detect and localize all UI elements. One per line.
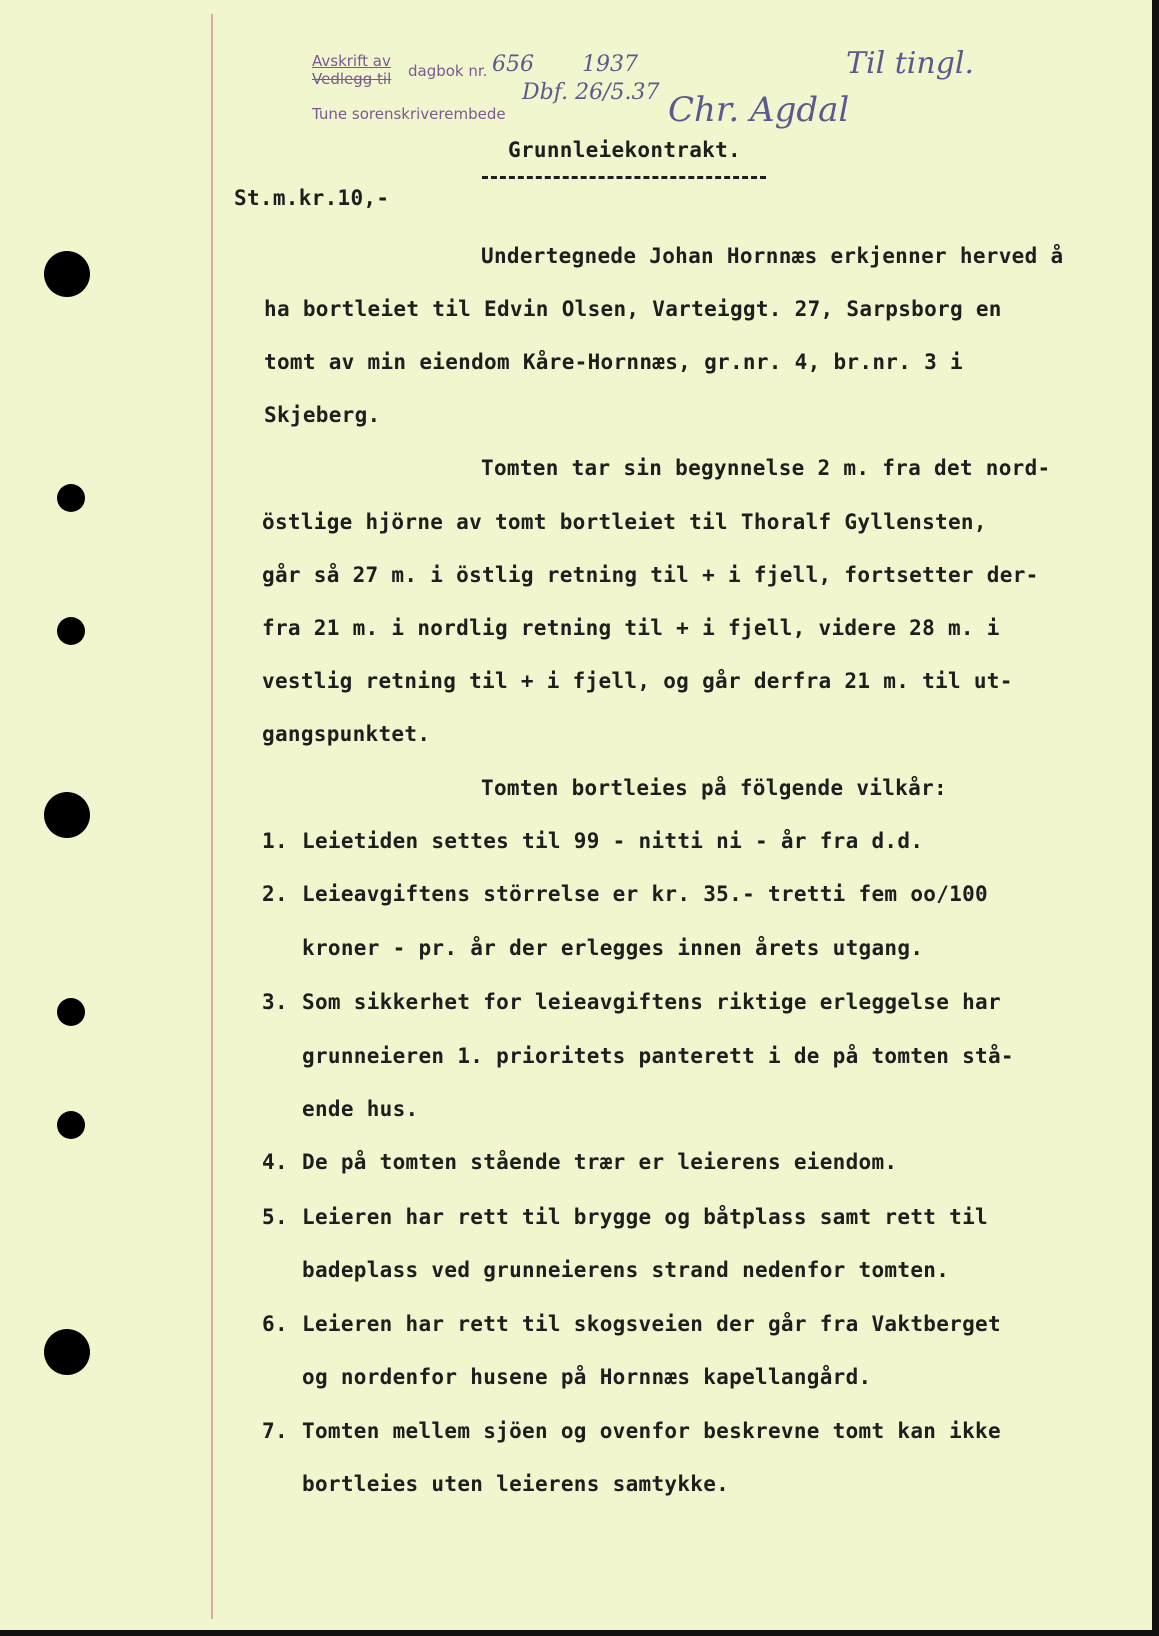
- stamp-dagbok-label: dagbok nr.: [408, 62, 488, 80]
- condition-number: 1.: [262, 829, 288, 853]
- text-line: Tomten bortleies på fölgende vilkår:: [481, 776, 947, 800]
- condition-line: grunneieren 1. prioritets panterett i de på tomten stå-: [302, 1044, 1014, 1068]
- text-line: Tomten tar sin begynnelse 2 m. fra det nord-: [481, 456, 1051, 480]
- condition-line: Leieavgiftens störrelse er kr. 35.- tretti fem oo/100: [302, 882, 988, 906]
- margin-line: [211, 14, 213, 1619]
- condition-line: ende hus.: [302, 1097, 419, 1121]
- text-line: Skjeberg.: [264, 403, 381, 427]
- condition-line: kroner - pr. år der erlegges innen årets utgang.: [302, 936, 924, 960]
- dagbok-number: 656: [492, 52, 534, 77]
- text-line: fra 21 m. i nordlig retning til + i fjell, videre 28 m. i: [262, 616, 1000, 640]
- stamp-avskrift: Avskrift av: [312, 52, 391, 70]
- condition-number: 7.: [262, 1419, 288, 1443]
- condition-number: 2.: [262, 882, 288, 906]
- punch-hole: [57, 617, 85, 645]
- condition-line: badeplass ved grunneierens strand nedenfor tomten.: [302, 1258, 950, 1282]
- year: 1937: [582, 52, 638, 77]
- condition-line: De på tomten stående trær er leierens eiendom.: [302, 1150, 898, 1174]
- text-line: gangspunktet.: [262, 722, 431, 746]
- stamp-office: Tune sorenskriverembede: [312, 105, 506, 123]
- punch-hole: [44, 251, 90, 297]
- condition-line: bortleies uten leierens samtykke.: [302, 1472, 730, 1496]
- punch-hole: [44, 792, 90, 838]
- condition-line: Leieren har rett til brygge og båtplass samt rett til: [302, 1205, 988, 1229]
- note-top-right: Til tingl.: [846, 46, 975, 81]
- stamp-fee: St.m.kr.10,-: [234, 186, 390, 210]
- text-line: ha bortleiet til Edvin Olsen, Varteiggt. 27, Sarpsborg en: [264, 297, 1002, 321]
- signature: Chr. Agdal: [668, 90, 850, 130]
- condition-line: Som sikkerhet for leieavgiftens riktige erleggelse har: [302, 990, 1001, 1014]
- condition-number: 5.: [262, 1205, 288, 1229]
- text-line: tomt av min eiendom Kåre-Hornnæs, gr.nr. 4, br.nr. 3 i: [264, 350, 963, 374]
- condition-line: Leietiden settes til 99 - nitti ni - år fra d.d.: [302, 829, 924, 853]
- condition-line: og nordenfor husene på Hornnæs kapellangård.: [302, 1365, 872, 1389]
- condition-line: Tomten mellem sjöen og ovenfor beskrevne tomt kan ikke: [302, 1419, 1001, 1443]
- punch-hole: [44, 1329, 90, 1375]
- condition-number: 6.: [262, 1312, 288, 1336]
- punch-hole: [57, 484, 85, 512]
- condition-number: 4.: [262, 1150, 288, 1174]
- text-line: Undertegnede Johan Hornnæs erkjenner herved å: [481, 244, 1064, 268]
- punch-hole: [57, 998, 85, 1026]
- stamp-vedlegg: Vedlegg til: [312, 70, 392, 88]
- condition-line: Leieren har rett til skogsveien der går fra Vaktberget: [302, 1312, 1001, 1336]
- date-note: Dbf. 26/5.37: [522, 80, 660, 105]
- document-title: Grunnleiekontrakt.: [508, 138, 741, 162]
- punch-hole: [57, 1111, 85, 1139]
- text-line: går så 27 m. i östlig retning til + i fjell, fortsetter der-: [262, 563, 1039, 587]
- text-line: östlige hjörne av tomt bortleiet til Thoralf Gyllensten,: [262, 510, 987, 534]
- condition-number: 3.: [262, 990, 288, 1014]
- text-line: vestlig retning til + i fjell, og går derfra 21 m. til ut-: [262, 669, 1013, 693]
- title-underline: [482, 176, 766, 179]
